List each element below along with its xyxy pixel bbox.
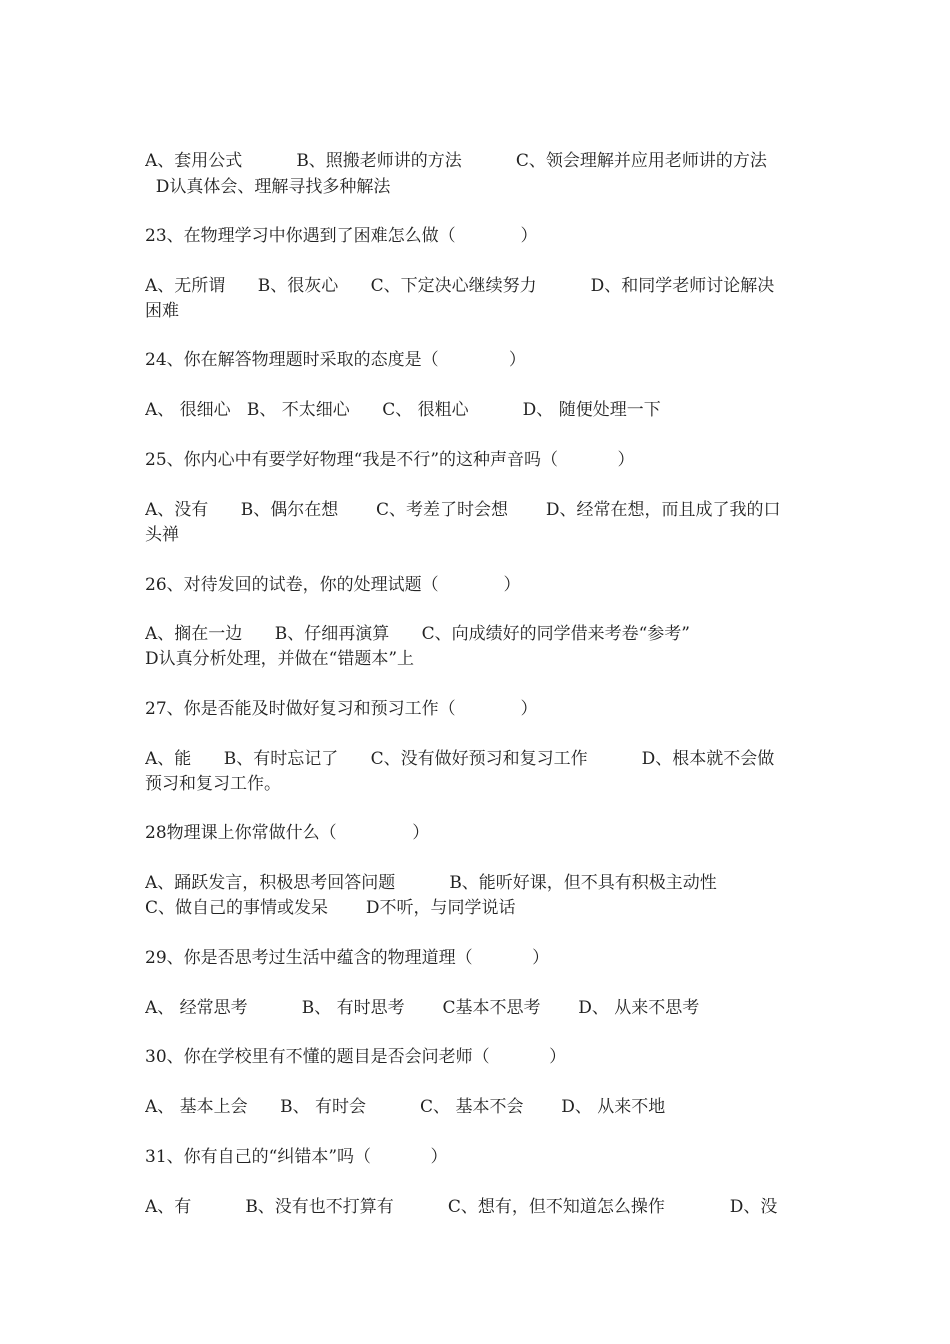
q27-question: 27、你是否能及时做好复习和预习工作（ ） bbox=[145, 699, 538, 719]
q26-options-line-2: D认真分析处理，并做在“错题本”上 bbox=[145, 649, 415, 669]
q27-options-line-2: 预习和复习工作。 bbox=[145, 774, 281, 794]
q29-question: 29、你是否思考过生活中蕴含的物理道理（ ） bbox=[145, 948, 550, 968]
q24-options-line-1: A、 很细心 B、 不太细心 C、 很粗心 D、 随便处理一下 bbox=[145, 400, 661, 420]
q23-options-line-2: 困难 bbox=[145, 301, 179, 321]
q25-options-line-2: 头禅 bbox=[145, 525, 179, 545]
q31-question: 31、你有自己的“纠错本”吗（ ） bbox=[145, 1147, 448, 1167]
q23-question: 23、在物理学习中你遇到了困难怎么做（ ） bbox=[145, 226, 538, 246]
q28-question: 28物理课上你常做什么（ ） bbox=[145, 823, 430, 843]
q25-question: 25、你内心中有要学好物理“我是不行”的这种声音吗（ ） bbox=[145, 450, 635, 470]
q30-options-line-1: A、 基本上会 B、 有时会 C、 基本不会 D、 从来不地 bbox=[145, 1097, 666, 1117]
q22-options-line-2: D认真体会、理解寻找多种解法 bbox=[145, 177, 391, 197]
q31-options-line-1: A、有 B、没有也不打算有 C、想有，但不知道怎么操作 D、没 bbox=[145, 1197, 778, 1217]
q23-options-line-1: A、无所谓 B、很灰心 C、下定决心继续努力 D、和同学老师讨论解决 bbox=[145, 276, 775, 296]
q30-question: 30、你在学校里有不懂的题目是否会问老师（ ） bbox=[145, 1047, 567, 1067]
q22-options-line-1: A、套用公式 B、照搬老师讲的方法 C、领会理解并应用老师讲的方法 bbox=[145, 151, 767, 171]
q24-question: 24、你在解答物理题时采取的态度是（ ） bbox=[145, 350, 526, 370]
q29-options-line-1: A、 经常思考 B、 有时思考 C基本不思考 D、 从来不思考 bbox=[145, 998, 700, 1018]
q25-options-line-1: A、没有 B、偶尔在想 C、考差了时会想 D、经常在想，而且成了我的口 bbox=[145, 500, 781, 520]
q27-options-line-1: A、能 B、有时忘记了 C、没有做好预习和复习工作 D、根本就不会做 bbox=[145, 749, 775, 769]
q26-options-line-1: A、搁在一边 B、仔细再演算 C、向成绩好的同学借来考卷“参考” bbox=[145, 624, 691, 644]
q26-question: 26、对待发回的试卷，你的处理试题（ ） bbox=[145, 575, 521, 595]
q28-options-line-1: A、踊跃发言，积极思考回答问题 B、能听好课，但不具有积极主动性 bbox=[145, 873, 717, 893]
q28-options-line-2: C、做自己的事情或发呆 D不听，与同学说话 bbox=[145, 898, 516, 918]
